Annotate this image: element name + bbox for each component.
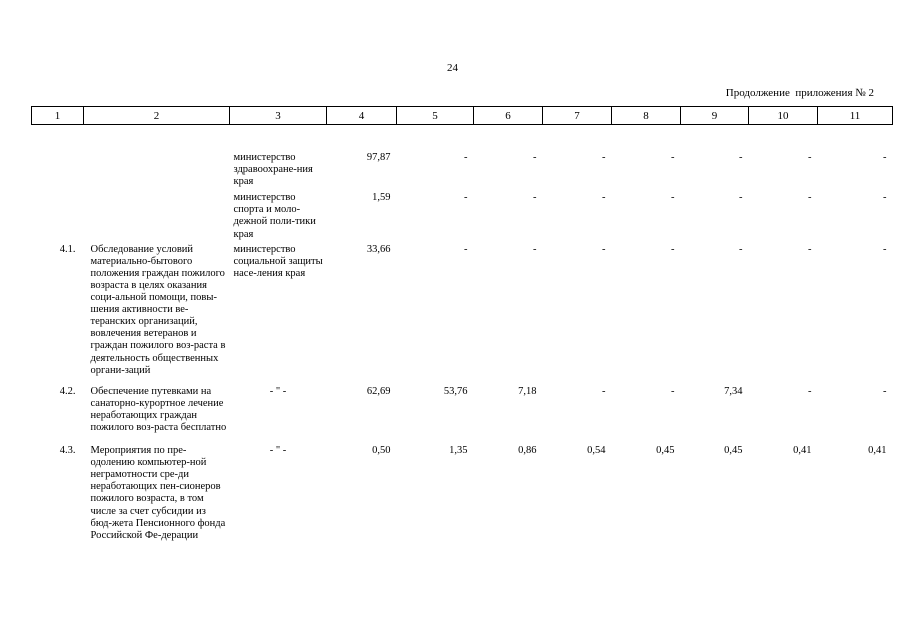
column-header: 9 [681, 107, 749, 125]
item-executor: министерство социальной защиты насе-ления края [233, 243, 323, 279]
value-cell: 0,45 [724, 445, 743, 457]
value-cell: - [883, 385, 887, 397]
page-number: 24 [447, 62, 458, 74]
value-cell: - [533, 243, 537, 255]
item-executor: - " - [269, 445, 287, 457]
table-row [32, 434, 893, 542]
value-cell: 0,86 [518, 445, 537, 457]
value-cell: 97,87 [366, 152, 391, 163]
value-cell: - [739, 243, 743, 255]
value-cell: - [883, 243, 887, 255]
column-header: 3 [230, 107, 327, 125]
value-cell: - [533, 152, 537, 163]
table-row [32, 377, 893, 434]
value-cell: 0,41 [793, 445, 812, 457]
item-executor: министерство здравоохране-ния края [233, 152, 313, 188]
value-cell: 0,41 [868, 445, 887, 457]
column-header: 2 [84, 107, 230, 125]
continuation-note: Продолжение приложения № 2 [725, 87, 874, 99]
column-header: 10 [749, 107, 818, 125]
item-number [32, 188, 84, 240]
value-cell: - [883, 192, 887, 204]
value-cell: - [808, 243, 812, 255]
value-cell: - [671, 385, 675, 397]
item-description: Обследование условий материально-бытового положения граждан пожилого возраста в целях оказания соци-альной помощи, повы-шения активности ве-теранских организаций, вовлечения ветеранов и граждан пожилого воз-раста в деятельность общественных органи-заций [90, 243, 226, 376]
table-row [32, 241, 893, 377]
value-cell: - [808, 385, 812, 397]
item-executor: - " - [269, 385, 287, 397]
item-description: Мероприятия по пре-одолению компьютер-ной неграмотности сре-ди неработающих пен-сионеров пожилого возраста, в том числе за счет субсидии из бюд-жета Пенсионного фонда Российской Фе-дерации [90, 445, 226, 541]
value-cell: - [883, 152, 887, 163]
item-description [84, 125, 230, 189]
item-executor: министерство спорта и моло-дежной поли-тики края [233, 192, 316, 240]
value-cell: - [808, 192, 812, 204]
value-cell: - [602, 243, 606, 255]
column-header: 8 [612, 107, 681, 125]
value-cell: - [739, 152, 743, 163]
value-cell: - [671, 192, 675, 204]
column-header: 6 [474, 107, 543, 125]
value-cell: 62,69 [366, 385, 391, 397]
value-cell: - [808, 152, 812, 163]
value-cell: - [464, 152, 468, 163]
table-header-row [32, 107, 893, 125]
value-cell: - [739, 192, 743, 204]
item-number [32, 125, 84, 189]
value-cell: 7,34 [724, 385, 743, 397]
value-cell: 1,59 [372, 192, 391, 204]
value-cell: - [671, 243, 675, 255]
value-cell: 53,76 [443, 385, 468, 397]
item-number: 4.1. [59, 243, 76, 255]
value-cell: - [533, 192, 537, 204]
value-cell: 0,50 [372, 445, 391, 457]
column-header: 11 [818, 107, 893, 125]
value-cell: - [602, 152, 606, 163]
table-row [32, 188, 893, 240]
value-cell: - [602, 192, 606, 204]
item-number: 4.3. [59, 445, 76, 457]
column-header: 4 [327, 107, 397, 125]
value-cell: - [602, 385, 606, 397]
item-number: 4.2. [59, 385, 76, 397]
value-cell: 1,35 [449, 445, 468, 457]
value-cell: 0,45 [656, 445, 675, 457]
column-header: 7 [543, 107, 612, 125]
value-cell: - [671, 152, 675, 163]
value-cell: - [464, 243, 468, 255]
value-cell: 0,54 [587, 445, 606, 457]
value-cell: - [464, 192, 468, 204]
table-row [32, 125, 893, 189]
column-header: 1 [32, 107, 84, 125]
column-header: 5 [397, 107, 474, 125]
item-description [84, 188, 230, 240]
value-cell: 33,66 [366, 243, 391, 255]
appendix-table [31, 106, 893, 542]
item-description: Обеспечение путевками на санаторно-курортное лечение неработающих граждан пожилого воз-раста бесплатно [90, 385, 227, 433]
value-cell: 7,18 [518, 385, 537, 397]
